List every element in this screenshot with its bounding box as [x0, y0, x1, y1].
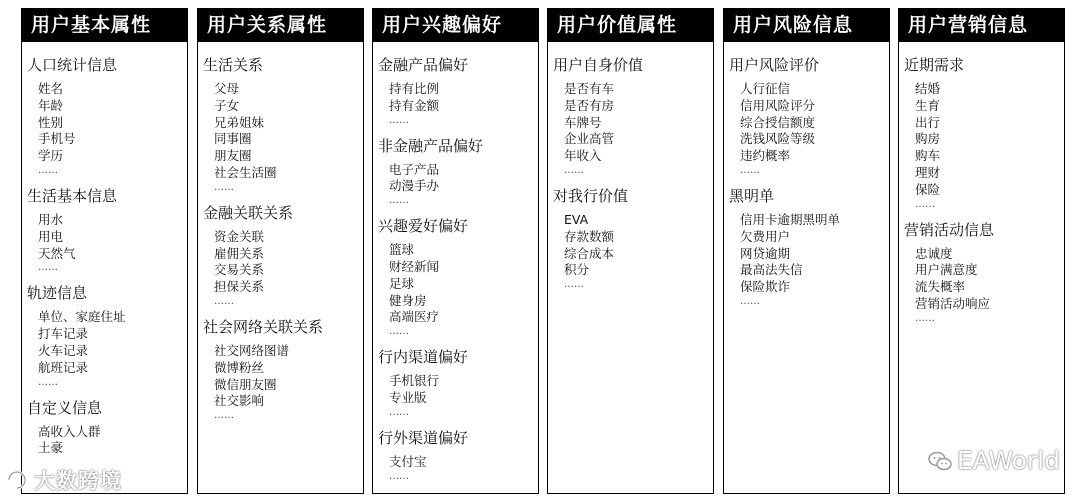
attribute-item: 最高法失信: [740, 262, 803, 278]
more-ellipsis: ……: [915, 198, 935, 210]
attribute-list: [22, 81, 187, 176]
attribute-item: 营销活动响应: [915, 295, 991, 311]
more-ellipsis: ……: [214, 295, 234, 307]
more-ellipsis: ……: [740, 164, 760, 176]
attribute-item: 高收入人群: [38, 423, 101, 439]
attribute-item: 交易关系: [214, 262, 265, 278]
attribute-item: 忠诚度: [915, 245, 953, 261]
column-header: 用户风险信息: [723, 8, 890, 42]
attribute-section: [198, 202, 363, 307]
attribute-item: 微信朋友圈: [214, 376, 277, 392]
column-header: 用户关系属性: [197, 8, 364, 42]
wechat-icon: [927, 448, 953, 474]
more-ellipsis: ……: [389, 195, 409, 207]
attribute-section: [373, 215, 538, 337]
attribute-item: 父母: [214, 81, 240, 96]
attribute-item: 网贷逾期: [740, 245, 791, 261]
section-title: 近期需求: [904, 56, 965, 74]
more-ellipsis: ……: [389, 406, 409, 418]
attribute-list: [373, 454, 538, 482]
more-ellipsis: ……: [38, 164, 58, 176]
attribute-item: 子女: [214, 97, 240, 113]
attribute-list: [198, 81, 363, 193]
more-ellipsis: ……: [38, 376, 58, 388]
attribute-item: 理财: [915, 164, 941, 180]
attribute-list: [22, 309, 187, 387]
attribute-section: [22, 282, 187, 387]
column-body: [197, 42, 364, 494]
attribute-item: 打车记录: [38, 326, 89, 342]
attribute-item: 人行征信: [740, 81, 791, 96]
column-body: [898, 42, 1065, 494]
watermark-right-text: EAWorld: [956, 446, 1060, 475]
attribute-item: 综合成本: [564, 245, 615, 261]
attribute-item: 持有比例: [389, 81, 440, 96]
attribute-item: 健身房: [389, 292, 427, 308]
attribute-item: 是否有房: [564, 97, 615, 113]
attribute-item: 洗钱风险等级: [740, 131, 816, 147]
watermark-right: [927, 446, 1060, 475]
section-title: 人口统计信息: [27, 56, 118, 74]
attribute-section: [724, 185, 889, 307]
column-body: [723, 42, 890, 494]
attribute-list: [373, 162, 538, 207]
attribute-list: [198, 229, 363, 307]
attribute-item: 足球: [389, 275, 415, 291]
attribute-item: 出行: [915, 114, 941, 130]
swirl-logo-icon: [4, 467, 30, 493]
attribute-item: 信用风险评分: [740, 97, 816, 113]
attribute-item: 保险: [915, 181, 941, 197]
attribute-section: [22, 54, 187, 176]
attribute-item: 综合授信额度: [740, 114, 816, 130]
section-title: 用户自身价值: [553, 56, 644, 74]
attribute-item: 积分: [564, 262, 590, 278]
attribute-item: 违约概率: [740, 148, 791, 164]
watermark-left: [4, 465, 122, 495]
section-title: 生活关系: [203, 56, 264, 74]
more-ellipsis: ……: [38, 262, 58, 274]
attribute-list: [373, 242, 538, 337]
attribute-list: [899, 246, 1064, 324]
more-ellipsis: ……: [214, 181, 234, 193]
attribute-item: 生育: [915, 97, 941, 113]
attribute-list: [22, 212, 187, 273]
attribute-item: 雇佣关系: [214, 245, 265, 261]
attribute-item: 企业高管: [564, 131, 615, 147]
attribute-column: [372, 8, 539, 494]
attribute-item: 专业版: [389, 389, 427, 405]
more-ellipsis: ……: [389, 326, 409, 338]
attribute-section: [548, 54, 713, 176]
section-title: 行外渠道偏好: [378, 428, 469, 447]
section-title: 非金融产品偏好: [378, 136, 484, 155]
attribute-item: 社会生活圈: [214, 164, 277, 180]
section-title: 轨迹信息: [27, 284, 88, 303]
attribute-item: 用水: [38, 211, 64, 227]
attribute-item: 担保关系: [214, 279, 265, 295]
attribute-item: 存款数额: [564, 228, 615, 244]
attribute-item: 高端医疗: [389, 309, 440, 325]
attribute-item: 流失概率: [915, 279, 966, 295]
attribute-item: 年收入: [564, 148, 602, 164]
more-ellipsis: ……: [740, 295, 760, 307]
attribute-section: [198, 54, 363, 193]
attribute-item: 手机号: [38, 131, 76, 147]
attribute-item: 购房: [915, 131, 941, 147]
attribute-item: 火车记录: [38, 342, 89, 358]
attribute-item: 购车: [915, 148, 941, 164]
attribute-item: 朋友圈: [214, 148, 252, 164]
attribute-item: 电子产品: [389, 161, 440, 177]
attribute-list: [22, 424, 187, 458]
more-ellipsis: ……: [389, 470, 409, 482]
attribute-section: [198, 316, 363, 421]
column-body: [547, 42, 714, 494]
attribute-section: [22, 185, 187, 273]
attribute-section: [22, 397, 187, 458]
attribute-section: [548, 185, 713, 290]
section-title: 行内渠道偏好: [378, 348, 469, 367]
more-ellipsis: ……: [564, 279, 584, 291]
section-title: 金融关联关系: [203, 203, 294, 222]
attribute-section: [373, 54, 538, 126]
attribute-column: [723, 8, 890, 494]
more-ellipsis: ……: [915, 312, 935, 324]
attribute-item: 年龄: [38, 97, 64, 113]
section-title: 社会网络关联关系: [203, 317, 324, 336]
more-ellipsis: ……: [389, 114, 409, 126]
attribute-item: 微博粉丝: [214, 359, 265, 375]
attribute-item: 天然气: [38, 245, 76, 261]
attribute-item: 航班记录: [38, 359, 89, 375]
attribute-list: [198, 343, 363, 421]
attribute-item: 性别: [38, 114, 64, 130]
section-title: 兴趣爱好偏好: [378, 217, 469, 236]
section-title: 黑明单: [729, 186, 775, 205]
more-ellipsis: ……: [564, 164, 584, 176]
attribute-list: [373, 81, 538, 126]
attribute-item: 资金关联: [214, 228, 265, 244]
section-title: 金融产品偏好: [378, 56, 469, 74]
column-body: [372, 42, 539, 494]
attribute-item: 兄弟姐妹: [214, 114, 265, 130]
column-header: 用户营销信息: [898, 8, 1065, 42]
watermark-left-text: 大数跨境: [34, 469, 122, 493]
attribute-section: [373, 346, 538, 418]
attribute-list: [724, 81, 889, 176]
attribute-section: [724, 54, 889, 176]
attribute-item: 用电: [38, 228, 64, 244]
attribute-item: 社交网络图谱: [214, 342, 290, 358]
attribute-item: 是否有车: [564, 81, 615, 96]
section-title: 自定义信息: [27, 398, 103, 417]
attribute-item: 篮球: [389, 242, 415, 258]
attribute-item: EVA: [564, 211, 589, 227]
attribute-section: [373, 135, 538, 207]
attribute-item: 车牌号: [564, 114, 602, 130]
section-title: 生活基本信息: [27, 186, 118, 205]
attribute-item: 社交影响: [214, 393, 265, 409]
attribute-column: [21, 8, 188, 494]
attribute-item: 同事圈: [214, 131, 252, 147]
attribute-item: 信用卡逾期黑明单: [740, 211, 841, 227]
section-title: 用户风险评价: [729, 56, 820, 74]
column-header: 用户基本属性: [21, 8, 188, 42]
attribute-item: 保险欺诈: [740, 279, 791, 295]
attribute-section: [899, 54, 1064, 210]
attribute-column: [547, 8, 714, 494]
attribute-list: [724, 212, 889, 307]
attribute-item: 用户满意度: [915, 262, 978, 278]
attribute-section: [373, 427, 538, 482]
more-ellipsis: ……: [214, 410, 234, 422]
attribute-item: 姓名: [38, 81, 64, 96]
attribute-item: 土豪: [38, 440, 64, 456]
attribute-item: 财经新闻: [389, 258, 440, 274]
attribute-item: 单位、家庭住址: [38, 309, 126, 325]
column-body: [21, 42, 188, 494]
section-title: 营销活动信息: [904, 220, 995, 239]
attribute-item: 欠费用户: [740, 228, 791, 244]
attribute-section: [899, 219, 1064, 324]
attribute-item: 持有金额: [389, 97, 440, 113]
attribute-item: 支付宝: [389, 453, 427, 469]
attribute-list: [899, 81, 1064, 210]
attribute-column: [197, 8, 364, 494]
attribute-item: 动漫手办: [389, 178, 440, 194]
attribute-item: 手机银行: [389, 373, 440, 389]
attribute-column: [898, 8, 1065, 494]
attribute-list: [373, 373, 538, 418]
attribute-list: [548, 81, 713, 176]
section-title: 对我行价值: [553, 186, 629, 205]
attribute-item: 学历: [38, 148, 64, 164]
attribute-list: [548, 212, 713, 290]
column-header: 用户价值属性: [547, 8, 714, 42]
attribute-item: 结婚: [915, 81, 941, 96]
column-header: 用户兴趣偏好: [372, 8, 539, 42]
